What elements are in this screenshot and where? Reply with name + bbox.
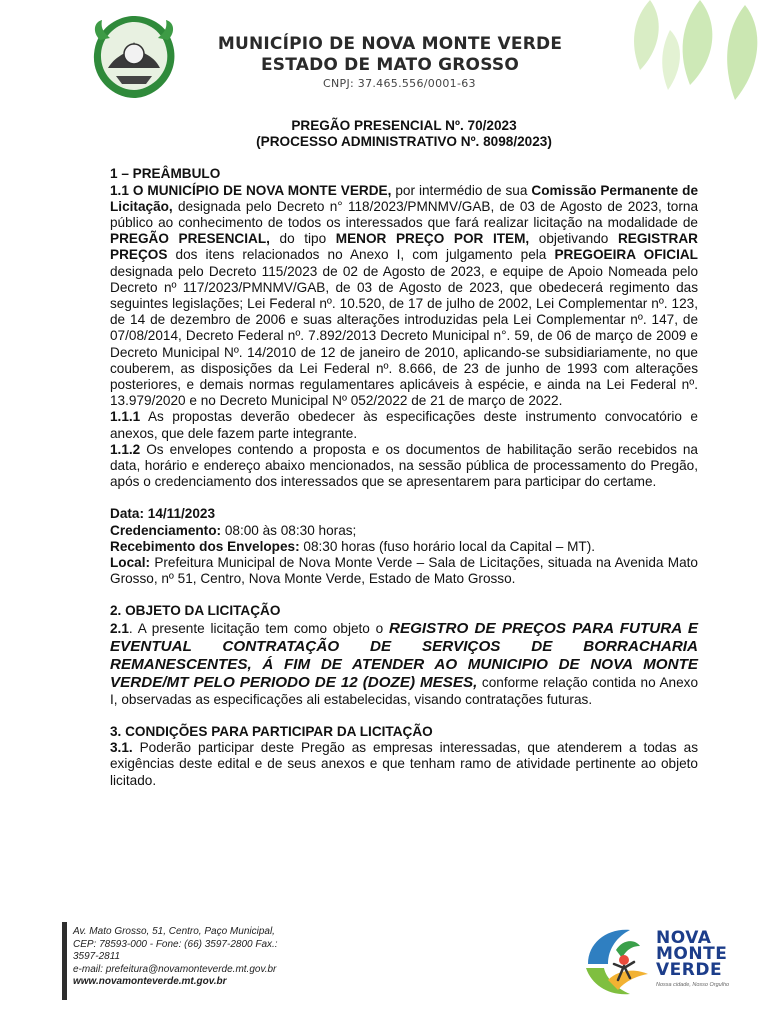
document-body [110,118,698,789]
municipal-seal-icon [88,12,180,102]
logo-wordmark [656,930,727,978]
letterhead [0,0,770,110]
paragraph-2-1: 2.1. A presente licitação tem como objeto o REGISTRO DE PREÇOS PARA FUTURA E EVENTUAL CONTRATAÇÃO DE SERVIÇOS DE BORRACHARIA REMANESCENTES, Á FIM DE ATENDER AO MUNICIPIO DE NOVA MONTE VERDE/MT PELO PERIODO DE 12 (DOZE) MESES, conforme relação contida no Anexo I, observadas as especificações ali estabelecidas, visando contratações futuras. [110,619,699,707]
leaf-decoration-icon [610,0,770,110]
session-date: Data: 14/11/2023 [110,506,216,522]
paragraph-1-1: 1.1 O MUNICÍPIO DE NOVA MONTE VERDE, por intermédio de sua Comissão Permanente de Licitação, designada pelo Decreto n° 118/2023/PMNMV/GAB, de 03 de Agosto de 2023, torna público ao conhecimento de todos os interessados que fará realizar licitação na modalidade de PREGÃO PRESENCIAL, do tipo MENOR PREÇO POR ITEM, objetivando REGISTRAR PREÇOS dos itens relacionados no Anexo I, com julgamento pela PREGOEIRA OFICIAL designada pelo Decreto 115/2023 de 02 de Agosto de 2023, e equipe de Apoio Nomeada pelo Decreto nº 117/2023/PMNMV/GAB, de 03 de Agosto de 2023, que obedecerá regimento das seguintes legislações; Lei Federal nº. 10.520, de 17 de julho de 2002, Lei Complementar nº. 123, de 14 de dezembro de 2006 e suas alterações introduzidas pela Lei Complementar nº. 147, de 07/08/2014, Decreto Federal nº. 7.892/2013 Decreto Municipal n°. 59, de 06 de março de 2009 e Decreto Municipal Nº. 14/2010 de 12 de janeiro de 2010, aplicando-se subsidiariamente, no que couberem, as disposições da Lei Federal nº. 8.666, de 23 de junho de 1993 com alterações posteriores, e demais normas regulamentares aplicáveis à espécie, e ainda na Lei Federal nº. 13.979/2020 e no Decreto Municipal Nº 052/2022 de 21 de março de 2022. [110,182,698,409]
footer-address-line: Av. Mato Grosso, 51, Centro, Paço Municipal, [73,926,275,937]
paragraph-1-1-2: 1.1.2 Os envelopes contendo a proposta e os documentos de habilitação serão recebidos na data, horário e endereço abaixo mencionados, na sessão pública de processamento do Pregão, após o credenciamento dos interessados que se apresentarem para participar do certame. [110,441,698,490]
recebimento-line: Recebimento dos Envelopes: 08:30 horas (fuso horário local da Capital – MT). [110,538,596,554]
header-municipality: MUNICÍPIO DE NOVA MONTE VERDE [217,34,563,54]
paragraph-3-1: 3.1. Poderão participar deste Pregão as empresas interessadas, que atenderem a todas as exigências deste edital e de seus anexos e que tenham ramo de atividade pertinente ao objeto licitado. [110,740,698,788]
document-process-number: (PROCESSO ADMINISTRATIVO Nº. 8098/2023) [256,134,552,150]
section-heading-preambulo: 1 – PREÂMBULO [110,166,221,182]
document-title: PREGÃO PRESENCIAL Nº. 70/2023 [291,118,517,133]
footer-divider [62,922,67,1000]
local-line: Local: Prefeitura Municipal de Nova Monte Verde – Sala de Licitações, situada na Avenida Mato Grosso, nº 51, Centro, Nova Monte Verde, Estado de Mato Grosso. [110,555,698,587]
paragraph-1-1-1: 1.1.1 As propostas deverão obedecer às especificações deste instrumento convocatório e anexos, que dele fazem parte integrante. [110,409,698,441]
header-title [205,34,575,76]
header-state: ESTADO DE MATO GROSSO [260,55,519,75]
logo-word-monte: MONTE [656,944,728,964]
logo-word-nova: NOVA [656,928,712,948]
footer-address [73,926,343,989]
footer-fax-line: 3597-2811 [73,951,121,962]
footer-email: e-mail: prefeitura@novamonteverde.mt.gov.br [73,963,277,975]
section-heading-condicoes: 3. CONDIÇÕES PARA PARTICIPAR DA LICITAÇÃO [110,723,433,739]
header-cnpj: CNPJ: 37.465.556/0001-63 [323,77,476,90]
credenciamento-line: Credenciamento: 08:00 às 08:30 horas; [110,522,357,538]
section-heading-objeto: 2. OBJETO DA LICITAÇÃO [110,603,281,619]
footer-phone-line: CEP: 78593-000 - Fone: (66) 3597-2800 Fax.: [73,938,278,950]
logo-tagline: Nossa cidade, Nosso Orgulho [656,982,730,988]
footer-website: www.novamonteverde.mt.gov.br [73,976,227,987]
logo-word-verde: VERDE [656,960,723,980]
